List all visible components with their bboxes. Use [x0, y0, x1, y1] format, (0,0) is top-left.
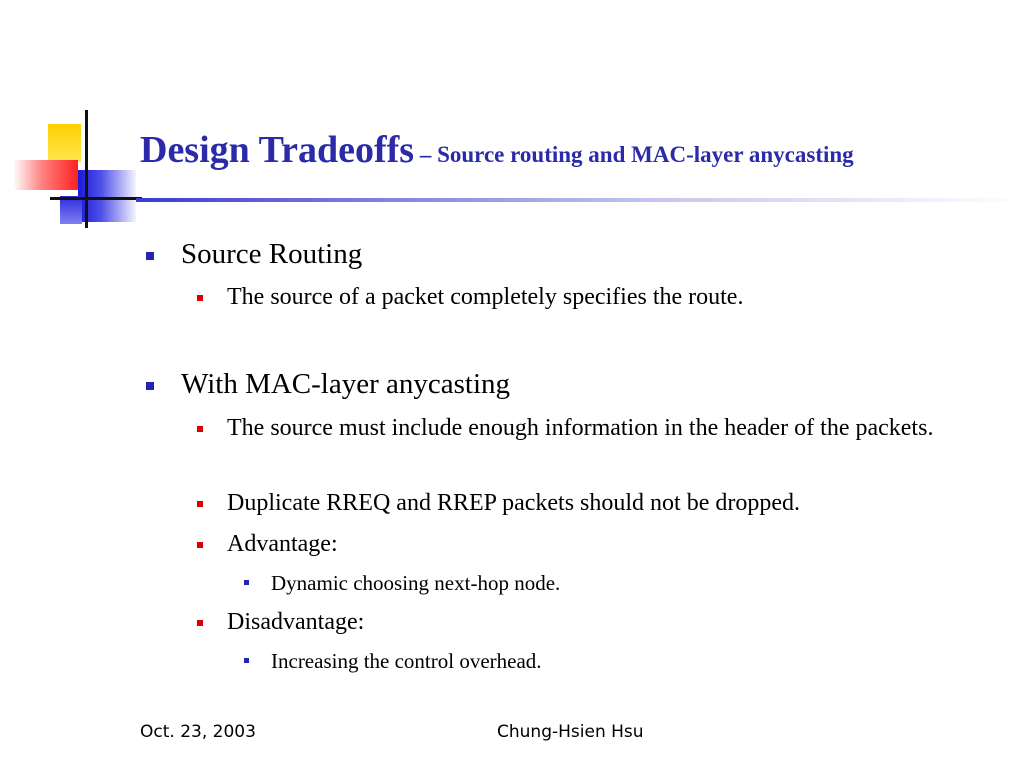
bullet-item: The source must include enough information in the header of the packets. [227, 415, 934, 441]
blue-block-small [60, 196, 82, 224]
bullet-level1-icon [146, 382, 154, 390]
bullet-level3-icon [244, 580, 249, 585]
footer-author: Chung-Hsien Hsu [497, 722, 644, 742]
footer-date: Oct. 23, 2003 [140, 722, 256, 742]
red-block [13, 160, 78, 190]
bullet-subitem: Dynamic choosing next-hop node. [271, 571, 561, 595]
bullet-level3-icon [244, 658, 249, 663]
bullet-heading: With MAC-layer anycasting [181, 368, 511, 400]
bullet-heading: Source Routing [181, 238, 363, 270]
bullet-level2-icon [197, 295, 203, 301]
bullet-level2-icon [197, 501, 203, 507]
bullet-item: Disadvantage: [227, 609, 365, 635]
slide-title [140, 128, 1024, 172]
title-main: Design Tradeoffs [140, 129, 415, 171]
bullet-item: The source of a packet completely specifies the route. [227, 284, 744, 310]
bullet-item: Advantage: [227, 531, 338, 557]
bullet-level2-icon [197, 426, 203, 432]
bullet-level1-icon [146, 252, 154, 260]
title-subtitle: – Source routing and MAC-layer anycasting [414, 142, 854, 167]
vertical-line [85, 110, 88, 228]
title-underline [136, 198, 1024, 202]
bullet-item: Duplicate RREQ and RREP packets should not be dropped. [227, 490, 801, 516]
yellow-block [48, 124, 81, 162]
bullet-level2-icon [197, 620, 203, 626]
bullet-subitem: Increasing the control overhead. [271, 649, 542, 673]
bullet-level2-icon [197, 542, 203, 548]
horizontal-line [50, 197, 142, 200]
